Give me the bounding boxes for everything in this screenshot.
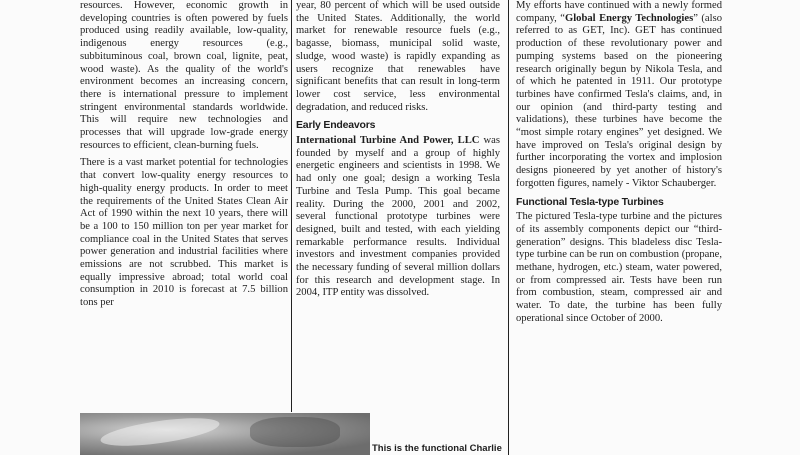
paragraph-text: ” (also referred to as GET, Inc). GET has continued production of these revolutionary power and pumping systems based on the pioneering research originally begun by Nikola Tesla, and of which he patented in 1911. Our prototype turbines have confirmed Tesla's claims, and, in our opinion (and third-party testing and validations), these turbines have become the “most simple rotary engines” yet designed. We have improved on Tesla's original design by further incorporating the vortex and implosion designs pioneered by yet another of history's forgotten figures, namely - Viktor Schauberger.	[516, 12, 722, 189]
paragraph-text: was founded by myself and a group of highly energetic engineers and scientists in 1998. We had only one goal; design a working Tesla Turbine and Tesla Pump. This goal became reality. During the 2000, 2001 and 2002, several functional prototype turbines were designed, built and tested, with each yielding remarkable performance results. Individual investors and investment companies provided the necessary funding of several million dollars for this research and development stage. In 2004, ITP entity was dissolved.	[296, 135, 500, 299]
turbine-photo	[80, 413, 370, 455]
photo-caption: This is the functional Charlie	[372, 443, 502, 454]
text-column-2	[296, 0, 500, 305]
paragraph-text: My efforts have continued with a newly formed company, “	[516, 0, 722, 24]
section-heading: Early Endeavors	[296, 119, 376, 132]
paragraph	[516, 0, 722, 191]
paragraph	[296, 135, 500, 300]
paragraph: There is a vast market potential for technologies that convert low-quality energy resources to high-quality energy products. In order to meet the requirements of the United States Clean Air Act of 1990 within the next 10 years, there will be a 100 to 150 million ton per year market for compliance coal in the United States that serves power generation and industrial facilities where emissions are not scrubbed. This market is equally impressive abroad; total world coal consumption in 2010 is forecast at 7.5 billion tons per	[80, 157, 288, 309]
paragraph: year, 80 percent of which will be used outside the United States. Additionally, the world market for renewable resource fuels (e.g., bagasse, biomass, municipal solid waste, sludge, wood waste) is rapidly expanding as users recognize that renewables have significant benefits that can result in long-term lower cost service, less environmental degradation, and reduced risks.	[296, 0, 500, 113]
section-heading: Functional Tesla-type Turbines	[516, 195, 664, 208]
paragraph: resources. However, economic growth in developing countries is often powered by fuels produced using readily available, low-quality, indigenous energy resources (e.g., subbituminous coal, brown coal, lignite, peat, wood waste). As the quality of the world's environment becomes an increasing concern, there is international pressure to implement stringent environmental standards worldwide. This will require new technologies and processes that will upgrade low-grade energy resources to efficient, clean-burning fuels.	[80, 0, 288, 151]
text-column-3	[516, 0, 722, 331]
company-name: International Turbine And Power, LLC	[296, 135, 480, 147]
paragraph: The pictured Tesla-type turbine and the pictures of its assembly components depict our “third-generation” designs. This bladeless disc Tesla-type turbine can be run on combustion (propane, methane, hydrogen, etc.) steam, water powered, or from compressed air. Tests have been run from combustion, steam, compressed air and water. To date, the turbine has been fully operational since October of 2000.	[516, 211, 722, 324]
company-name: Global Energy Technologies	[564, 12, 694, 24]
column-divider	[508, 0, 509, 455]
text-column-1	[80, 0, 288, 315]
column-divider	[291, 0, 292, 412]
